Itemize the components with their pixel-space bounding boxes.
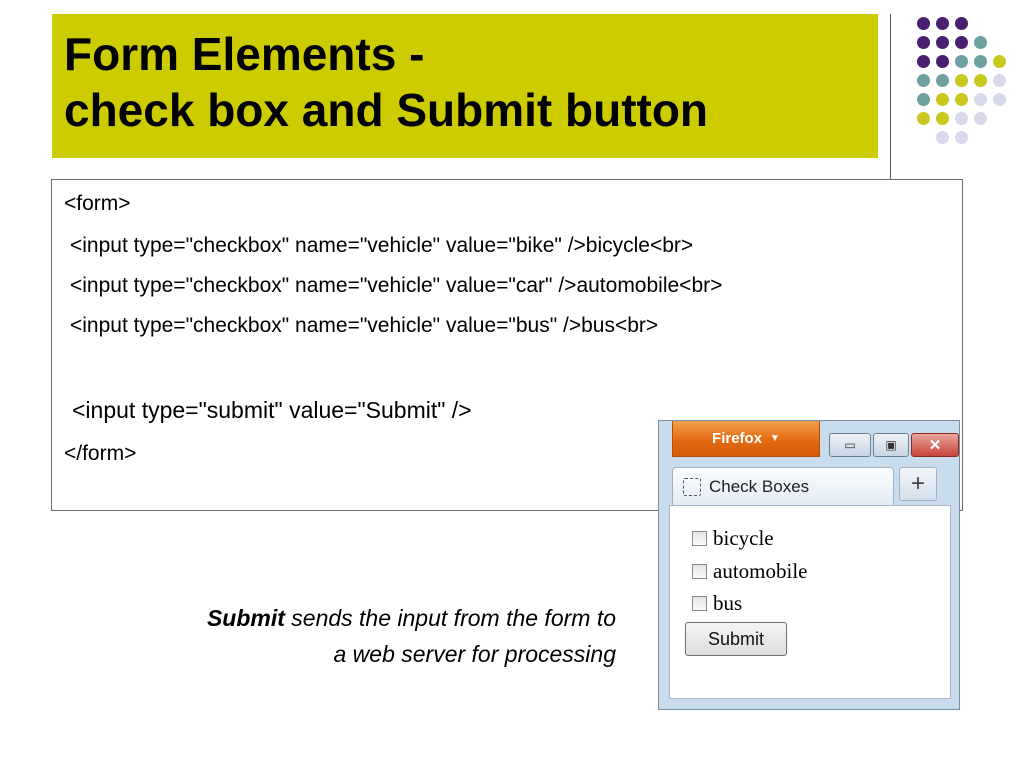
decorative-dot [917, 112, 930, 125]
slide-title-line1: Form Elements - [64, 28, 425, 80]
code-line-car: <input type="checkbox" name="vehicle" value="car" />automobile<br> [70, 274, 723, 297]
decorative-dot [974, 74, 987, 87]
checkbox-label-bus: bus [713, 591, 743, 615]
slide-title-line2: check box and Submit button [64, 84, 709, 136]
decorative-dot [974, 36, 987, 49]
decorative-dot [993, 55, 1006, 68]
page-icon [683, 478, 701, 496]
decorative-dot [936, 93, 949, 106]
decorative-divider [890, 14, 891, 186]
maximize-button[interactable] [873, 433, 909, 457]
maximize-icon: ▣ [885, 438, 897, 452]
decorative-dot [917, 93, 930, 106]
decorative-dot [955, 74, 968, 87]
decorative-dot [955, 55, 968, 68]
decorative-dot [917, 74, 930, 87]
decorative-dot [993, 93, 1006, 106]
checkbox-label-automobile: automobile [713, 559, 808, 583]
checkbox-row-bicycle [692, 526, 774, 551]
checkbox-row-automobile [692, 559, 807, 584]
close-icon: ✕ [928, 437, 942, 454]
page-content [669, 505, 951, 699]
checkbox-row-bus [692, 591, 742, 616]
code-line-submit: <input type="submit" value="Submit" /> [72, 397, 472, 423]
decorative-dot [917, 36, 930, 49]
browser-window [658, 420, 960, 710]
title-banner [52, 14, 878, 158]
plus-icon: + [910, 470, 925, 497]
dropdown-arrow-icon: ▼ [770, 433, 780, 444]
checkbox-bicycle[interactable] [692, 531, 707, 546]
caption-bold: Submit [206, 605, 285, 631]
code-line-bike: <input type="checkbox" name="vehicle" value="bike" />bicycle<br> [70, 234, 694, 257]
decorative-dot [955, 112, 968, 125]
decorative-dot [936, 17, 949, 30]
firefox-menu-label: Firefox [712, 430, 763, 447]
close-button[interactable] [911, 433, 959, 457]
decorative-dot [955, 17, 968, 30]
minimize-icon: ▭ [844, 438, 856, 452]
code-line-bus: <input type="checkbox" name="vehicle" value="bus" />bus<br> [70, 314, 659, 337]
submit-button[interactable]: Submit [685, 622, 787, 656]
decorative-dot [917, 55, 930, 68]
decorative-dot [993, 74, 1006, 87]
decorative-dot [955, 36, 968, 49]
checkbox-bus[interactable] [692, 596, 707, 611]
decorative-dot [917, 17, 930, 30]
slide-title [64, 26, 708, 138]
decorative-dot [974, 55, 987, 68]
minimize-button[interactable] [829, 433, 871, 457]
code-line-form-close: </form> [64, 442, 137, 465]
caption-text [200, 600, 616, 672]
decorative-dot [936, 112, 949, 125]
new-tab-button[interactable] [899, 467, 937, 501]
decorative-dot [955, 93, 968, 106]
decorative-dot [936, 55, 949, 68]
firefox-menu-button[interactable] [672, 421, 820, 457]
tab-label: Check Boxes [709, 476, 810, 496]
decorative-dot [955, 131, 968, 144]
checkbox-automobile[interactable] [692, 564, 707, 579]
code-line-form-open: <form> [64, 192, 131, 215]
tab-check-boxes[interactable] [672, 467, 894, 505]
decorative-dot [936, 36, 949, 49]
decorative-dot [974, 112, 987, 125]
decorative-dot [936, 74, 949, 87]
caption-rest: sends the input from the form to a web server for processing [284, 605, 616, 667]
decorative-dot [936, 131, 949, 144]
checkbox-label-bicycle: bicycle [713, 526, 774, 550]
decorative-dot [974, 93, 987, 106]
